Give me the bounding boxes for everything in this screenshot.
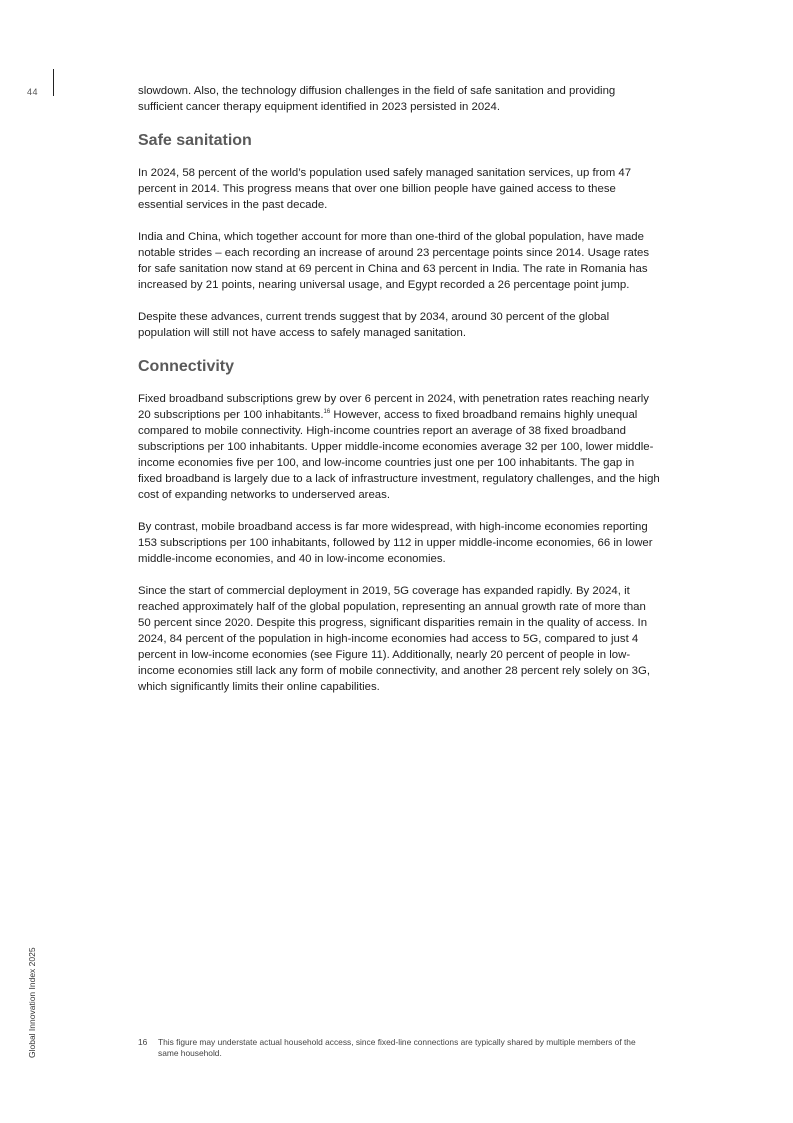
page-number: 44 — [27, 87, 39, 97]
connectivity-paragraph-1-start: Fixed broadband subscriptions grew by over 6 percent in 2024, with penetration rates reaching nearly 20 subscriptions per 100 inhabitants. — [138, 393, 649, 421]
sanitation-paragraph-2: India and China, which together account for more than one-third of the global population, have made notable strides – each recording an increase of around 23 percentage points since 2014. Usage rates for safe sanitation now stand at 69 percent in China and 63 percent in India. The rate in Romania has increased by 21 points, nearing universal usage, and Egypt recorded a 26 percentage point jump. — [138, 231, 650, 291]
connectivity-paragraph-2: By contrast, mobile broadband access is far more widespread, with high-income economies reporting 153 subscriptions per 100 inhabitants, followed by 112 in upper middle-income economies, 66 in lower middle-income economies, and 40 in low-income economies. — [138, 521, 653, 565]
footnote-number: 16 — [138, 1037, 148, 1047]
sanitation-paragraph-3: Despite these advances, current trends suggest that by 2034, around 30 percent of the global population will still not have access to safely managed sanitation. — [138, 311, 610, 339]
footnote-text: This figure may understate actual household access, since fixed-line connections are typically shared by multiple members of the same household. — [158, 1037, 636, 1058]
intro-paragraph: slowdown. Also, the technology diffusion challenges in the field of safe sanitation and providing sufficient cancer therapy equipment identified in 2023 persisted in 2024. — [138, 85, 616, 113]
section-heading-safe-sanitation: Safe sanitation — [138, 132, 252, 149]
main-content — [138, 83, 660, 711]
footnote — [138, 1037, 658, 1058]
sanitation-paragraph-1: In 2024, 58 percent of the world’s population used safely managed sanitation services, up from 47 percent in 2014. This progress means that over one billion people have gained access to these essential services in the past decade. — [138, 167, 632, 211]
footnote-reference-16[interactable]: 16 — [323, 409, 331, 416]
connectivity-paragraph-1 — [138, 391, 660, 503]
connectivity-paragraph-3: Since the start of commercial deployment in 2019, 5G coverage has expanded rapidly. By 2024, it reached approximately half of the global population, representing an annual growth rate of more than 50 percent since 2020. Despite this progress, significant disparities remain in the quality of access. In 2024, 84 percent of the population in high-income economies had access to 5G, compared to just 4 percent in low-income economies (see Figure 11). Additionally, nearly 20 percent of people in low-income economies still lack any form of mobile connectivity, and another 28 percent rely solely on 3G, which significantly limits their online capabilities. — [138, 585, 650, 693]
page-number-divider — [53, 69, 54, 96]
running-side-title: Global Innovation Index 2025 — [27, 947, 37, 1058]
connectivity-paragraph-1-end: However, access to fixed broadband remains highly unequal compared to mobile connectivity. High-income countries report an average of 38 fixed broadband subscriptions per 100 inhabitants. Upper middle-income economies average 32 per 100, lower middle-income economies five per 100, and low-income countries just one per 100 inhabitants. The gap in fixed broadband is largely due to a lack of infrastructure investment, regulatory challenges, and the high cost of expanding networks to underserved areas. — [138, 409, 660, 501]
section-heading-connectivity: Connectivity — [138, 358, 235, 375]
